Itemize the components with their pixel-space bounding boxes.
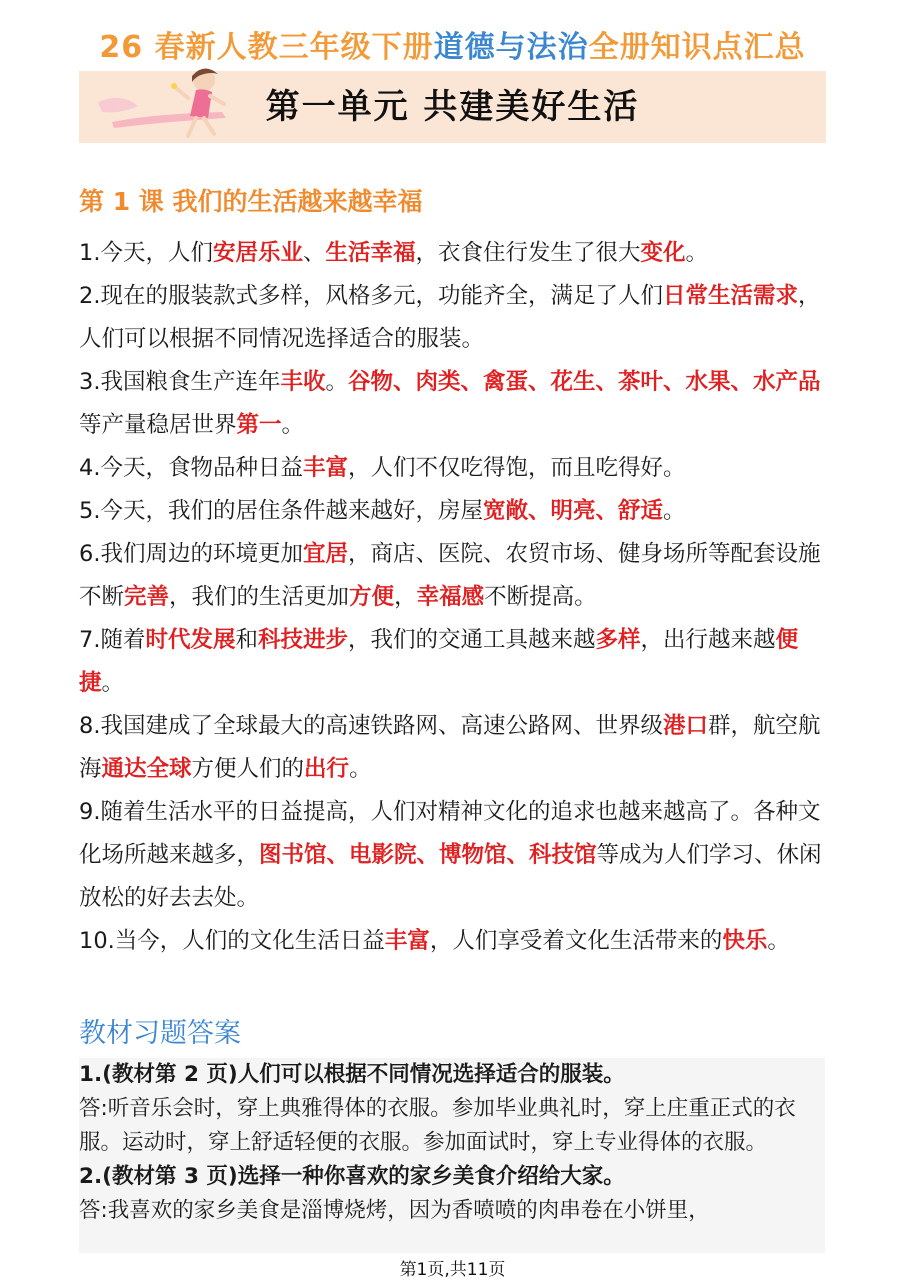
point-text: 1.今天，人们 <box>79 240 213 266</box>
point-text: 。 <box>349 756 372 782</box>
point-text: 。 <box>662 498 686 524</box>
point-text: ，衣食住行发生了很大 <box>415 240 641 266</box>
knowledge-point <box>79 619 831 705</box>
point-text: ，人们享受着文化生活带来的 <box>429 928 723 954</box>
knowledge-point <box>79 361 831 447</box>
point-text: 10.当今，人们的文化生活日益 <box>79 928 385 954</box>
highlighted-keyword: 宽敞、明亮、舒适 <box>482 498 663 524</box>
knowledge-point <box>79 447 831 490</box>
point-text: ，出行越来越 <box>640 627 776 653</box>
exercise-answer-2: 答:我喜欢的家乡美食是淄博烧烤，因为香喷喷的肉串卷在小饼里， <box>79 1198 710 1223</box>
highlighted-keyword: 便捷 <box>79 627 799 696</box>
highlighted-keyword: 生活幸福 <box>325 240 416 266</box>
point-text: 等成为人们学习、休闲放松的好去去处。 <box>79 842 822 911</box>
highlighted-keyword: 完善 <box>124 584 170 610</box>
highlighted-keyword: 变化 <box>640 240 686 266</box>
highlighted-keyword: 出行 <box>304 756 350 782</box>
exercises-section-title: 教材习题答案 <box>79 1018 241 1049</box>
title-summary-part: 全册知识点汇总 <box>588 30 806 65</box>
knowledge-point <box>79 920 831 963</box>
point-text: 方便人们的 <box>191 756 305 782</box>
point-text: 。 <box>767 928 790 954</box>
knowledge-point <box>79 490 831 533</box>
exercise-question-1: 1.(教材第 2 页)人们可以根据不同情况选择适合的服装。 <box>79 1062 625 1087</box>
highlighted-keyword: 幸福感 <box>416 584 485 610</box>
point-text: 3.我国粮食生产连年 <box>79 369 281 395</box>
exercise-answer-1: 答:听音乐会时，穿上典雅得体的衣服。参加毕业典礼时，穿上庄重正式的衣服。运动时，穿上舒适轻便的衣服。参加面试时，穿上专业得体的衣服。 <box>79 1096 796 1155</box>
point-text: 群，航空航海 <box>79 713 821 782</box>
knowledge-point <box>79 275 831 361</box>
point-text: ，人们可以根据不同情况选择适合的服装。 <box>79 283 821 352</box>
point-text: ，我们的交通工具越来越 <box>348 627 596 653</box>
point-text: 6.我们周边的环境更加 <box>79 541 303 567</box>
point-text: 2.现在的服装款式多样，风格多元，功能齐全，满足了人们 <box>79 283 663 309</box>
knowledge-point <box>79 705 831 791</box>
point-text: ，我们的生活更加 <box>169 584 350 610</box>
highlighted-keyword: 图书馆、电影院、博物馆、科技馆 <box>259 842 597 868</box>
highlighted-keyword: 快乐 <box>722 928 768 954</box>
unit-title: 第一单元 共建美好生活 <box>265 87 640 127</box>
highlighted-keyword: 通达全球 <box>101 756 192 782</box>
highlighted-keyword: 时代发展 <box>145 627 236 653</box>
highlighted-keyword: 丰收 <box>280 369 326 395</box>
fairy-girl-illustration <box>92 62 242 150</box>
exercise-question-2: 2.(教材第 3 页)选择一种你喜欢的家乡美食介绍给大家。 <box>79 1164 625 1189</box>
title-subject-part: 道德与法治 <box>433 30 589 65</box>
point-text: 。 <box>685 240 709 266</box>
point-text: ， <box>394 584 417 610</box>
point-text: 。 <box>325 369 348 395</box>
point-text: 、 <box>302 240 326 266</box>
knowledge-points-list <box>79 232 831 963</box>
highlighted-keyword: 丰富 <box>302 455 348 481</box>
highlighted-keyword: 谷物、肉类、禽蛋、花生、茶叶、水果、水产品 <box>348 369 821 395</box>
lesson-title: 第 1 课 我们的生活越来越幸福 <box>79 187 423 216</box>
knowledge-point <box>79 533 831 619</box>
highlighted-keyword: 丰富 <box>384 928 430 954</box>
document-title <box>0 22 905 66</box>
highlighted-keyword: 科技进步 <box>258 627 349 653</box>
highlighted-keyword: 港口 <box>662 713 708 739</box>
highlighted-keyword: 日常生活需求 <box>662 283 798 309</box>
point-text: 。 <box>101 670 125 696</box>
highlighted-keyword: 多样 <box>595 627 641 653</box>
point-text: 和 <box>235 627 258 653</box>
highlighted-keyword: 第一 <box>236 412 282 438</box>
point-text: ，商店、医院、农贸市场、健身场所等配套设施不断 <box>79 541 821 610</box>
point-text: 7.随着 <box>79 627 146 653</box>
point-text: 4.今天，食物品种日益 <box>79 455 303 481</box>
highlighted-keyword: 方便 <box>349 584 395 610</box>
highlighted-keyword: 宜居 <box>302 541 348 567</box>
point-text: 。 <box>281 412 305 438</box>
exercise-answers-box <box>79 1058 825 1253</box>
point-text: 8.我国建成了全球最大的高速铁路网、高速公路网、世界级 <box>79 713 663 739</box>
knowledge-point <box>79 232 831 275</box>
point-text: ，人们不仅吃得饱，而且吃得好。 <box>347 455 686 481</box>
point-text: 不断提高。 <box>484 584 597 610</box>
point-text: 9.随着生活水平的日益提高，人们对精神文化的追求也越来越高了。各种文化场所越来越多， <box>79 799 821 868</box>
title-grade-part: 26 春新人教三年级下册 <box>99 30 434 65</box>
page-number: 第1页,共11页 <box>399 1260 506 1280</box>
highlighted-keyword: 安居乐业 <box>212 240 303 266</box>
point-text: 等产量稳居世界 <box>79 412 237 438</box>
knowledge-point <box>79 791 831 920</box>
point-text: 5.今天，我们的居住条件越来越好，房屋 <box>79 498 483 524</box>
